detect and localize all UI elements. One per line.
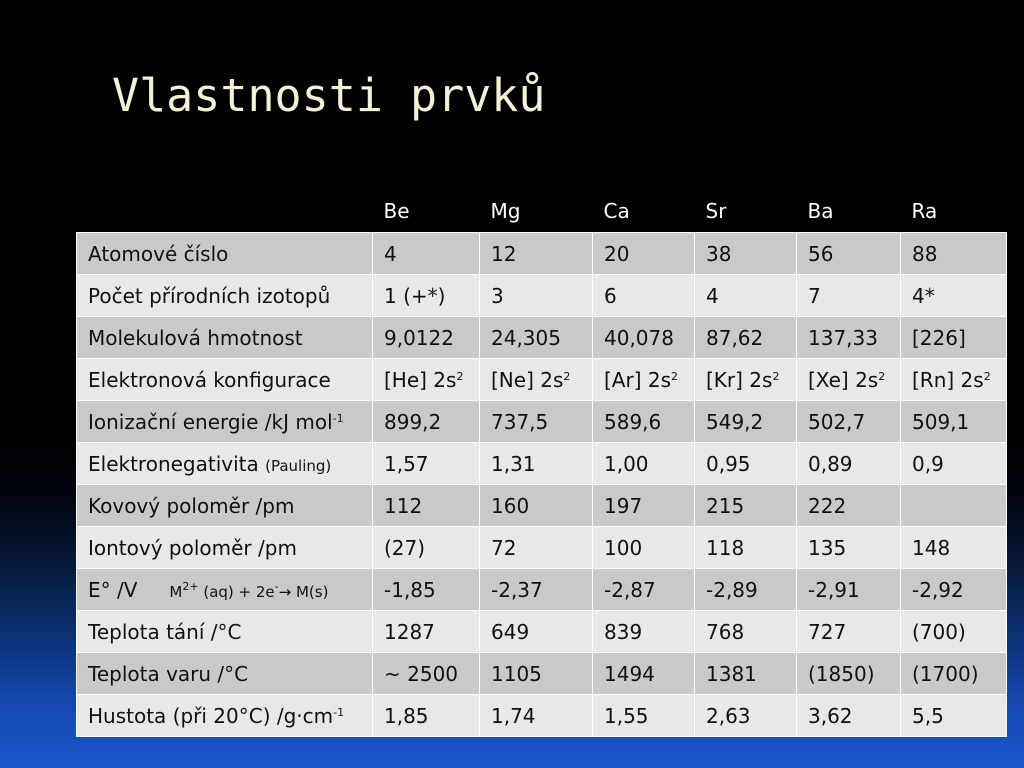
cell-ca: 6 [593,275,695,317]
cell-ba: 135 [797,527,901,569]
cell-sr: 0,95 [695,443,797,485]
table-row-molecular-mass [77,317,1007,359]
element-properties-table [76,190,1007,737]
cell-ra: -2,92 [901,569,1007,611]
cell-mg: -2,37 [480,569,593,611]
table-row-metallic-radius [77,485,1007,527]
cell-ca: 1,00 [593,443,695,485]
cell-be: 1 (+*) [373,275,480,317]
header-ca: Ca [603,199,630,223]
row-label: Elektronová konfigurace [77,359,373,401]
cell-mg: 24,305 [480,317,593,359]
row-label: Molekulová hmotnost [77,317,373,359]
table-row-isotopes [77,275,1007,317]
table-row-ionic-radius [77,527,1007,569]
cell-mg: 737,5 [480,401,593,443]
cell-ba: 0,89 [797,443,901,485]
cell-ra: [226] [901,317,1007,359]
cell-ca: 1494 [593,653,695,695]
cell-ba: -2,91 [797,569,901,611]
cell-mg: 3 [480,275,593,317]
reduction-formula: $M^{2+}$ (aq) + 2e-→ M(s) [169,579,329,601]
cell-ra: (1700) [901,653,1007,695]
cell-ca: 20 [593,233,695,275]
cell-mg: 1,31 [480,443,593,485]
cell-ca: 1,55 [593,695,695,737]
row-label: Kovový poloměr /pm [77,485,373,527]
cell-ra: 0,9 [901,443,1007,485]
cell-ra: [Rn] $2s^2$ [901,359,1007,401]
header-corner [77,190,373,233]
cell-be: 4 [373,233,480,275]
row-label: E° /V $M^{2+}$ (aq) + 2e-→ M(s) [77,569,373,611]
cell-ba: [Xe] $2s^2$ [797,359,901,401]
cell-ca: 839 [593,611,695,653]
cell-ba: 502,7 [797,401,901,443]
cell-ba: (1850) [797,653,901,695]
cell-ba: 137,33 [797,317,901,359]
cell-sr: 118 [695,527,797,569]
cell-ba: 727 [797,611,901,653]
pauling-note: (Pauling) [265,456,332,475]
cell-ra: 5,5 [901,695,1007,737]
table-row-electronegativity [77,443,1007,485]
cell-be: 1,57 [373,443,480,485]
cell-be: 1287 [373,611,480,653]
cell-sr: 215 [695,485,797,527]
cell-sr: -2,89 [695,569,797,611]
cell-mg: 649 [480,611,593,653]
cell-sr: 87,62 [695,317,797,359]
table-row-melting-point [77,611,1007,653]
cell-sr: [Kr] $2s^2$ [695,359,797,401]
cell-ba: 56 [797,233,901,275]
row-label: Atomové číslo [77,233,373,275]
cell-mg: 72 [480,527,593,569]
cell-ca: 197 [593,485,695,527]
row-label: Iontový poloměr /pm [77,527,373,569]
cell-ca: 40,078 [593,317,695,359]
header-sr: Sr [705,199,727,223]
table-header-row [77,190,1007,233]
cell-ra: 148 [901,527,1007,569]
properties-table-container [76,190,1006,737]
cell-be: -1,85 [373,569,480,611]
row-label: Hustota (při 20°C) $/g\cdot cm^{-1}$ [77,695,373,737]
header-ra: Ra [911,199,938,223]
header-be: Be [383,199,410,223]
cell-be: ~ 2500 [373,653,480,695]
header-ba: Ba [807,199,834,223]
cell-sr: 1381 [695,653,797,695]
cell-ba: 7 [797,275,901,317]
cell-ba: 222 [797,485,901,527]
cell-sr: 4 [695,275,797,317]
cell-ra: 88 [901,233,1007,275]
table-row-density [77,695,1007,737]
table-row-boiling-point [77,653,1007,695]
cell-sr: 38 [695,233,797,275]
cell-be: 899,2 [373,401,480,443]
table-row-standard-potential [77,569,1007,611]
cell-ca: [Ar] $2s^2$ [593,359,695,401]
cell-sr: 549,2 [695,401,797,443]
cell-mg: 1105 [480,653,593,695]
row-label: Elektronegativita (Pauling) [77,443,373,485]
row-label: Teplota varu /°C [77,653,373,695]
header-mg: Mg [490,199,521,223]
row-label: Teplota tání /°C [77,611,373,653]
cell-be: 9,0122 [373,317,480,359]
cell-be: (27) [373,527,480,569]
cell-ra [901,485,1007,527]
cell-sr: 2,63 [695,695,797,737]
cell-mg: 12 [480,233,593,275]
cell-sr: 768 [695,611,797,653]
table-row-atomic-number [77,233,1007,275]
row-label: Ionizační energie /kJ mol$^{-1}$ [77,401,373,443]
cell-ca: 100 [593,527,695,569]
row-label: Počet přírodních izotopů [77,275,373,317]
cell-be: [He] $2s^2$ [373,359,480,401]
cell-ra: (700) [901,611,1007,653]
cell-mg: 160 [480,485,593,527]
table-row-ionization-energy [77,401,1007,443]
cell-ca: 589,6 [593,401,695,443]
cell-mg: [Ne] $2s^2$ [480,359,593,401]
cell-ba: 3,62 [797,695,901,737]
slide-title: Vlastnosti prvků [112,69,546,122]
table-row-electron-configuration [77,359,1007,401]
cell-be: 112 [373,485,480,527]
cell-be: 1,85 [373,695,480,737]
cell-ca: -2,87 [593,569,695,611]
cell-mg: 1,74 [480,695,593,737]
cell-ra: 4* [901,275,1007,317]
cell-ra: 509,1 [901,401,1007,443]
